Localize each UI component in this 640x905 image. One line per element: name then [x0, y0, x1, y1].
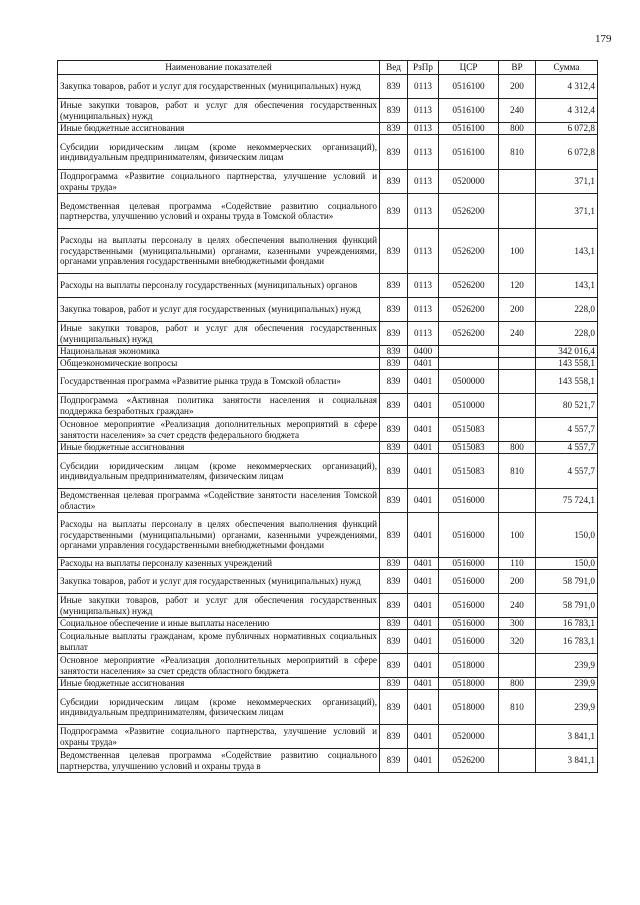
row-rzpr-cell: 0113 [408, 298, 439, 322]
row-csr-cell: 0516100 [439, 75, 499, 99]
row-csr-cell: 0516000 [439, 513, 499, 558]
row-name-cell: Закупка товаров, работ и услуг для государственных (муниципальных) нужд [58, 75, 380, 99]
row-sum-cell: 80 521,7 [536, 394, 598, 418]
row-csr-cell: 0515083 [439, 454, 499, 489]
row-name-cell: Подпрограмма «Развитие социального партнерства, улучшение условий и охраны труда» [58, 725, 380, 749]
row-vr-cell: 200 [499, 298, 536, 322]
row-rzpr-cell: 0401 [408, 570, 439, 594]
row-rzpr-cell: 0113 [408, 123, 439, 135]
row-sum-cell: 371,1 [536, 194, 598, 229]
column-header-vr: ВР [499, 61, 536, 75]
row-sum-cell: 16 783,1 [536, 618, 598, 630]
table-row [58, 229, 598, 274]
row-sum-cell: 4 557,7 [536, 442, 598, 454]
row-ved-cell: 839 [380, 618, 408, 630]
column-header-sum: Сумма [536, 61, 598, 75]
row-ved-cell: 839 [380, 654, 408, 678]
row-ved-cell: 839 [380, 513, 408, 558]
row-ved-cell: 839 [380, 442, 408, 454]
page-number: 179 [595, 33, 612, 45]
row-csr-cell: 0518000 [439, 678, 499, 690]
row-ved-cell: 839 [380, 725, 408, 749]
row-sum-cell: 3 841,1 [536, 725, 598, 749]
row-csr-cell: 0526200 [439, 322, 499, 346]
table-row [58, 725, 598, 749]
row-vr-cell: 100 [499, 513, 536, 558]
row-rzpr-cell: 0401 [408, 749, 439, 773]
row-name-cell: Расходы на выплаты персоналу в целях обеспечения выполнения функций государственными (муниципальными) органами, казенными учреждениями, органами управления государственными внебюджетными фондами [58, 513, 380, 558]
row-rzpr-cell: 0401 [408, 630, 439, 654]
row-rzpr-cell: 0113 [408, 194, 439, 229]
row-ved-cell: 839 [380, 75, 408, 99]
table-header-row [58, 61, 598, 75]
table-row [58, 298, 598, 322]
row-vr-cell: 810 [499, 454, 536, 489]
row-name-cell: Национальная экономика [58, 346, 380, 358]
row-sum-cell: 143,1 [536, 274, 598, 298]
row-sum-cell: 239,9 [536, 654, 598, 678]
table-row [58, 194, 598, 229]
row-csr-cell: 0520000 [439, 725, 499, 749]
row-ved-cell: 839 [380, 194, 408, 229]
row-ved-cell: 839 [380, 594, 408, 618]
row-vr-cell: 320 [499, 630, 536, 654]
row-sum-cell: 239,9 [536, 690, 598, 725]
row-name-cell: Социальные выплаты гражданам, кроме публичных нормативных социальных выплат [58, 630, 380, 654]
table-row [58, 678, 598, 690]
table-row [58, 618, 598, 630]
table-row [58, 654, 598, 678]
row-ved-cell: 839 [380, 99, 408, 123]
row-rzpr-cell: 0113 [408, 99, 439, 123]
row-vr-cell: 240 [499, 322, 536, 346]
row-name-cell: Ведомственная целевая программа «Содействие развитию социального партнерства, улучшению условий и охраны труда в [58, 749, 380, 773]
row-sum-cell: 371,1 [536, 170, 598, 194]
column-header-csr: ЦСР [439, 61, 499, 75]
row-sum-cell: 228,0 [536, 298, 598, 322]
row-rzpr-cell: 0401 [408, 725, 439, 749]
row-ved-cell: 839 [380, 346, 408, 358]
row-ved-cell: 839 [380, 489, 408, 513]
row-rzpr-cell: 0400 [408, 346, 439, 358]
row-name-cell: Субсидии юридическим лицам (кроме некоммерческих организаций), индивидуальным предпринимателям, физическим лицам [58, 135, 380, 170]
row-ved-cell: 839 [380, 135, 408, 170]
row-ved-cell: 839 [380, 274, 408, 298]
row-vr-cell: 120 [499, 274, 536, 298]
row-rzpr-cell: 0401 [408, 513, 439, 558]
column-header-name: Наименование показателей [58, 61, 380, 75]
row-name-cell: Расходы на выплаты персоналу казенных учреждений [58, 558, 380, 570]
row-vr-cell: 810 [499, 690, 536, 725]
row-ved-cell: 839 [380, 170, 408, 194]
row-vr-cell [499, 394, 536, 418]
row-vr-cell: 240 [499, 594, 536, 618]
row-vr-cell [499, 370, 536, 394]
table-row [58, 442, 598, 454]
row-csr-cell: 0516000 [439, 558, 499, 570]
row-rzpr-cell: 0113 [408, 135, 439, 170]
row-rzpr-cell: 0113 [408, 229, 439, 274]
row-name-cell: Иные бюджетные ассигнования [58, 678, 380, 690]
table-row [58, 570, 598, 594]
table-row [58, 346, 598, 358]
row-sum-cell: 6 072,8 [536, 123, 598, 135]
row-sum-cell: 58 791,0 [536, 594, 598, 618]
column-header-ved: Вед [380, 61, 408, 75]
budget-table [57, 60, 598, 773]
row-rzpr-cell: 0401 [408, 489, 439, 513]
row-rzpr-cell: 0401 [408, 678, 439, 690]
table-row [58, 489, 598, 513]
row-vr-cell [499, 654, 536, 678]
row-rzpr-cell: 0401 [408, 618, 439, 630]
row-sum-cell: 4 557,7 [536, 418, 598, 442]
row-vr-cell: 800 [499, 678, 536, 690]
row-csr-cell: 0516100 [439, 123, 499, 135]
row-csr-cell: 0516100 [439, 135, 499, 170]
row-ved-cell: 839 [380, 454, 408, 489]
row-vr-cell [499, 749, 536, 773]
row-sum-cell: 3 841,1 [536, 749, 598, 773]
row-vr-cell [499, 194, 536, 229]
row-ved-cell: 839 [380, 558, 408, 570]
table-row [58, 370, 598, 394]
row-vr-cell [499, 489, 536, 513]
row-csr-cell: 0516000 [439, 570, 499, 594]
row-csr-cell: 0516000 [439, 489, 499, 513]
row-ved-cell: 839 [380, 358, 408, 370]
row-rzpr-cell: 0401 [408, 394, 439, 418]
row-csr-cell: 0500000 [439, 370, 499, 394]
row-name-cell: Подпрограмма «Развитие социального партнерства, улучшение условий и охраны труда» [58, 170, 380, 194]
row-sum-cell: 228,0 [536, 322, 598, 346]
row-csr-cell: 0526200 [439, 749, 499, 773]
table-row [58, 394, 598, 418]
row-vr-cell [499, 418, 536, 442]
row-vr-cell: 200 [499, 570, 536, 594]
row-name-cell: Иные бюджетные ассигнования [58, 123, 380, 135]
row-name-cell: Закупка товаров, работ и услуг для государственных (муниципальных) нужд [58, 298, 380, 322]
table-row [58, 690, 598, 725]
row-name-cell: Государственная программа «Развитие рынка труда в Томской области» [58, 370, 380, 394]
table-row [58, 75, 598, 99]
row-rzpr-cell: 0113 [408, 75, 439, 99]
row-ved-cell: 839 [380, 690, 408, 725]
row-rzpr-cell: 0401 [408, 370, 439, 394]
row-name-cell: Иные закупки товаров, работ и услуг для обеспечения государственных (муниципальных) нужд [58, 594, 380, 618]
row-vr-cell: 100 [499, 229, 536, 274]
row-sum-cell: 4 312,4 [536, 99, 598, 123]
row-sum-cell: 342 016,4 [536, 346, 598, 358]
table-body [58, 75, 598, 773]
row-ved-cell: 839 [380, 418, 408, 442]
table-row [58, 558, 598, 570]
row-sum-cell: 143 558,1 [536, 358, 598, 370]
row-csr-cell: 0515083 [439, 418, 499, 442]
row-csr-cell: 0515083 [439, 442, 499, 454]
row-name-cell: Социальное обеспечение и иные выплаты населению [58, 618, 380, 630]
row-sum-cell: 6 072,8 [536, 135, 598, 170]
row-csr-cell: 0516000 [439, 618, 499, 630]
row-name-cell: Субсидии юридическим лицам (кроме некоммерческих организаций), индивидуальным предпринимателям, физическим лицам [58, 690, 380, 725]
row-name-cell: Иные закупки товаров, работ и услуг для обеспечения государственных (муниципальных) нужд [58, 322, 380, 346]
row-name-cell: Общеэкономические вопросы [58, 358, 380, 370]
row-sum-cell: 4 312,4 [536, 75, 598, 99]
row-name-cell: Расходы на выплаты персоналу государственных (муниципальных) органов [58, 274, 380, 298]
row-name-cell: Иные бюджетные ассигнования [58, 442, 380, 454]
row-name-cell: Субсидии юридическим лицам (кроме некоммерческих организаций), индивидуальным предпринимателям, физическим лицам [58, 454, 380, 489]
row-name-cell: Ведомственная целевая программа «Содействие развитию социального партнерства, улучшению условий и охраны труда в Томской области» [58, 194, 380, 229]
row-ved-cell: 839 [380, 322, 408, 346]
row-vr-cell [499, 725, 536, 749]
row-vr-cell: 800 [499, 123, 536, 135]
row-sum-cell: 58 791,0 [536, 570, 598, 594]
table-row [58, 454, 598, 489]
table-row [58, 594, 598, 618]
row-csr-cell [439, 358, 499, 370]
row-sum-cell: 143,1 [536, 229, 598, 274]
row-rzpr-cell: 0401 [408, 654, 439, 678]
row-sum-cell: 4 557,7 [536, 454, 598, 489]
row-ved-cell: 839 [380, 229, 408, 274]
row-sum-cell: 75 724,1 [536, 489, 598, 513]
row-name-cell: Основное мероприятие «Реализация дополнительных мероприятий в сфере занятости населения» за счет средств федерального бюджета [58, 418, 380, 442]
row-csr-cell: 0516000 [439, 594, 499, 618]
row-csr-cell: 0526200 [439, 274, 499, 298]
row-vr-cell: 810 [499, 135, 536, 170]
row-name-cell: Закупка товаров, работ и услуг для государственных (муниципальных) нужд [58, 570, 380, 594]
table-row [58, 513, 598, 558]
row-vr-cell [499, 170, 536, 194]
row-ved-cell: 839 [380, 678, 408, 690]
row-csr-cell: 0520000 [439, 170, 499, 194]
row-sum-cell: 239,9 [536, 678, 598, 690]
row-csr-cell: 0516100 [439, 99, 499, 123]
row-rzpr-cell: 0113 [408, 322, 439, 346]
table-row [58, 170, 598, 194]
row-rzpr-cell: 0401 [408, 442, 439, 454]
row-vr-cell: 300 [499, 618, 536, 630]
row-rzpr-cell: 0401 [408, 690, 439, 725]
table-row [58, 630, 598, 654]
row-rzpr-cell: 0401 [408, 358, 439, 370]
row-vr-cell: 200 [499, 75, 536, 99]
row-rzpr-cell: 0113 [408, 170, 439, 194]
table-row [58, 418, 598, 442]
row-name-cell: Иные закупки товаров, работ и услуг для обеспечения государственных (муниципальных) нужд [58, 99, 380, 123]
row-ved-cell: 839 [380, 394, 408, 418]
row-name-cell: Расходы на выплаты персоналу в целях обеспечения выполнения функций государственными (муниципальными) органами, казенными учреждениями, органами управления государственными внебюджетными фондами [58, 229, 380, 274]
row-rzpr-cell: 0401 [408, 558, 439, 570]
row-rzpr-cell: 0401 [408, 594, 439, 618]
row-sum-cell: 150,0 [536, 558, 598, 570]
row-name-cell: Ведомственная целевая программа «Содействие занятости населения Томской области» [58, 489, 380, 513]
row-ved-cell: 839 [380, 298, 408, 322]
row-csr-cell: 0526200 [439, 298, 499, 322]
table-row [58, 322, 598, 346]
row-ved-cell: 839 [380, 370, 408, 394]
row-csr-cell: 0510000 [439, 394, 499, 418]
row-vr-cell [499, 346, 536, 358]
table-row [58, 135, 598, 170]
row-vr-cell: 800 [499, 442, 536, 454]
row-ved-cell: 839 [380, 630, 408, 654]
row-sum-cell: 143 558,1 [536, 370, 598, 394]
row-rzpr-cell: 0401 [408, 418, 439, 442]
row-csr-cell: 0516000 [439, 630, 499, 654]
row-vr-cell: 110 [499, 558, 536, 570]
row-ved-cell: 839 [380, 749, 408, 773]
row-csr-cell: 0518000 [439, 690, 499, 725]
row-rzpr-cell: 0401 [408, 454, 439, 489]
table-row [58, 99, 598, 123]
row-ved-cell: 839 [380, 570, 408, 594]
row-sum-cell: 16 783,1 [536, 630, 598, 654]
table-row [58, 123, 598, 135]
row-ved-cell: 839 [380, 123, 408, 135]
row-rzpr-cell: 0113 [408, 274, 439, 298]
row-csr-cell: 0526200 [439, 229, 499, 274]
table-row [58, 749, 598, 773]
row-csr-cell: 0526200 [439, 194, 499, 229]
row-vr-cell [499, 358, 536, 370]
column-header-rzpr: РзПр [408, 61, 439, 75]
row-vr-cell: 240 [499, 99, 536, 123]
row-csr-cell [439, 346, 499, 358]
table-row [58, 274, 598, 298]
table-row [58, 358, 598, 370]
row-csr-cell: 0518000 [439, 654, 499, 678]
row-name-cell: Подпрограмма «Активная политика занятости населения и социальная поддержка безработных граждан» [58, 394, 380, 418]
row-sum-cell: 150,0 [536, 513, 598, 558]
row-name-cell: Основное мероприятие «Реализация дополнительных мероприятий в сфере занятости населения» за счет средств областного бюджета [58, 654, 380, 678]
